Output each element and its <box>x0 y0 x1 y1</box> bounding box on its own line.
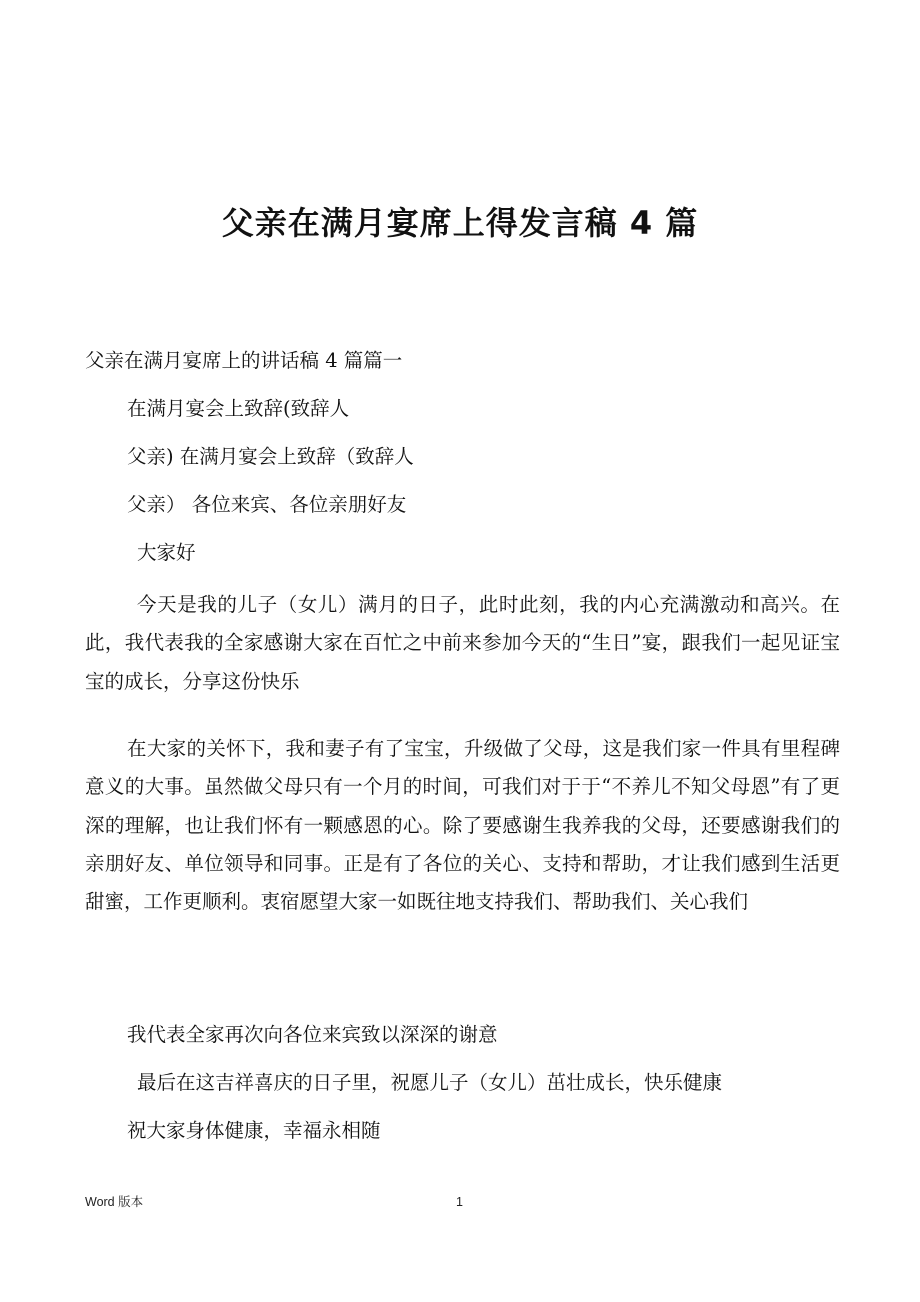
text-line: 祝大家身体健康，幸福永相随 <box>127 1119 381 1142</box>
text-line: 我代表全家再次向各位来宾致以深深的谢意 <box>127 1023 498 1046</box>
text-line: 父亲) 在满月宴会上致辞（致辞人 <box>127 445 414 468</box>
greeting-line: 大家好 <box>137 541 196 564</box>
text-line: 父亲） 各位来宾、各位亲朋好友 <box>127 493 407 516</box>
footer-page-number: 1 <box>456 1195 463 1209</box>
section-heading: 父亲在满月宴席上的讲话稿 4 篇篇一 <box>85 349 403 372</box>
document-title: 父亲在满月宴席上得发言稿 4 篇 <box>221 204 699 242</box>
text-line: 最后在这吉祥喜庆的日子里，祝愿儿子（女儿）茁壮成长，快乐健康 <box>137 1071 723 1094</box>
body-paragraph: 在大家的关怀下，我和妻子有了宝宝，升级做了父母，这是我们家一件具有里程碑意义的大事。虽然做父母只有一个月的时间，可我们对于于“不养儿不知父母恩”有了更深的理解，也让我们怀有一颗感恩的心。除了要感谢生我养我的父母，还要感谢我们的亲朋好友、单位领导和同事。正是有了各位的关心、支持和帮助，才让我们感到生活更甜蜜，工作更顺利。衷宿愿望大家一如既往地支持我们、帮助我们、关心我们 <box>85 737 840 914</box>
text-line: 在满月宴会上致辞(致辞人 <box>127 397 350 420</box>
footer-version-label: Word 版本 <box>85 1195 144 1209</box>
body-paragraph: 今天是我的儿子（女儿）满月的日子，此时此刻，我的内心充满激动和高兴。在此，我代表我的全家感谢大家在百忙之中前来参加今天的“生日”宴，跟我们一起见证宝宝的成长，分享这份快乐 <box>85 593 840 693</box>
